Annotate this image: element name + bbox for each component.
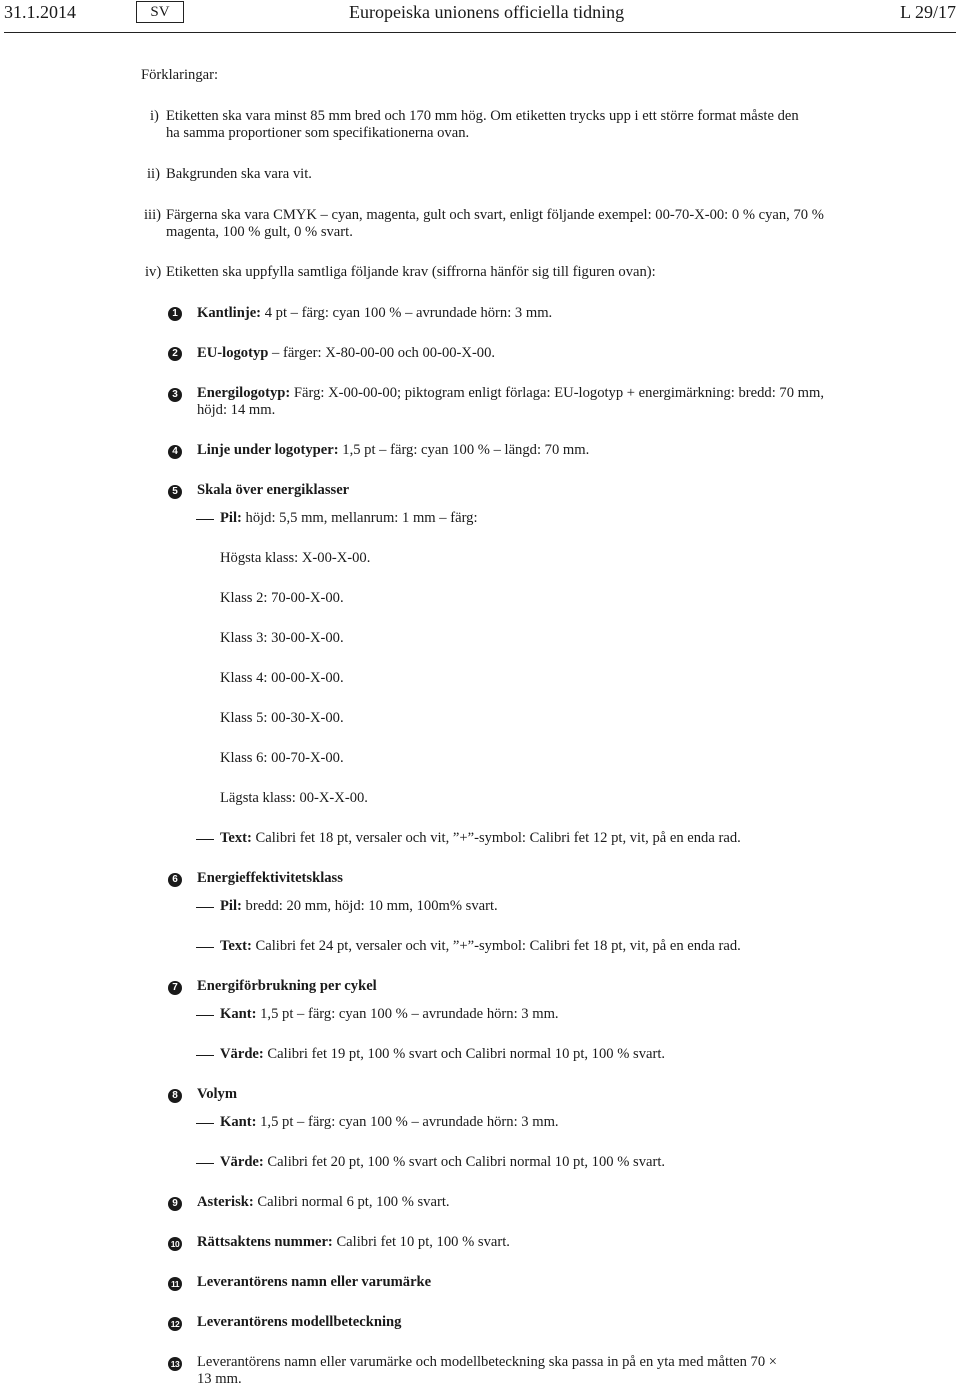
item-number-10: 10 [168,1237,182,1251]
item-12-label: Leverantörens modellbeteckning [197,1314,402,1330]
item-7-border [220,1006,559,1023]
journal-title: Europeiska unionens officiella tidning [349,2,625,22]
item-1 [197,305,552,322]
dash-marker [196,1015,214,1016]
class-3: Klass 3: 30-00-X-00. [220,630,344,646]
item-6-arrow-label: Pil: [220,898,242,914]
item-number-8: 8 [168,1089,182,1103]
item-2-text: – färger: X-80-00-00 och 00-00-X-00. [268,345,496,361]
item-5-arrow-text: höjd: 5,5 mm, mellanrum: 1 mm – färg: [241,510,478,526]
header-divider [4,32,956,33]
section-title: Förklaringar: [141,67,219,83]
dash-marker [196,839,214,840]
item-7-border-label: Kant: [220,1006,257,1022]
item-6-arrow [220,898,498,915]
dash-marker [196,1055,214,1056]
note-ii-text: Bakgrunden ska vara vit. [166,166,312,182]
item-7-heading [197,978,377,995]
page-reference: L 29/17 [900,2,956,22]
item-9 [197,1194,450,1211]
note-ii-marker: ii) [147,166,160,182]
item-11 [197,1274,431,1291]
item-6-textspec [220,938,741,955]
item-10-label: Rättsaktens nummer: [197,1234,333,1250]
item-number-11: 11 [168,1277,182,1291]
item-6-text-label: Text: [220,938,252,954]
language-badge: SV [136,1,184,23]
item-6-heading [197,870,343,887]
class-4: Klass 4: 00-00-X-00. [220,670,344,686]
item-6-label: Energieffektivitetsklass [197,870,343,886]
item-5-text-label: Text: [220,830,252,846]
dash-marker [196,947,214,948]
item-number-6: 6 [168,873,182,887]
note-i-line-2: ha samma proportioner som specifikationerna ovan. [166,125,470,141]
item-number-1: 1 [168,307,182,321]
item-number-12: 12 [168,1317,182,1331]
item-8-label: Volym [197,1086,238,1102]
item-5-label: Skala över energiklasser [197,482,350,498]
class-2: Klass 2: 70-00-X-00. [220,590,344,606]
item-number-4: 4 [168,445,182,459]
item-5-arrow [220,510,478,527]
item-4-label: Linje under logotyper: [197,442,339,458]
item-3 [197,385,824,402]
note-iii-line-2: magenta, 100 % gult, 0 % svart. [166,224,353,240]
note-iii-line-1: Färgerna ska vara CMYK – cyan, magenta, gult och svart, enligt följande exempel: 00-70-X-00: 0 % cyan, 70 % [166,207,824,223]
class-top: Högsta klass: X-00-X-00. [220,550,371,566]
item-10 [197,1234,510,1251]
item-number-3: 3 [168,388,182,402]
item-7-value [220,1046,665,1063]
item-2 [197,345,495,362]
item-6-arrow-text: bredd: 20 mm, höjd: 10 mm, 100m% svart. [241,898,498,914]
class-6: Klass 6: 00-70-X-00. [220,750,344,766]
item-number-5: 5 [168,485,182,499]
item-9-text: Calibri normal 6 pt, 100 % svart. [253,1194,450,1210]
item-8-heading [197,1086,237,1103]
item-6-text-spec: Calibri fet 24 pt, versaler och vit, ”+”-symbol: Calibri fet 18 pt, vit, på en enda rad. [251,938,741,954]
item-8-border [220,1114,559,1131]
note-iv-marker: iv) [145,264,162,280]
item-1-text: 4 pt – färg: cyan 100 % – avrundade hörn: 3 mm. [261,305,553,321]
item-9-label: Asterisk: [197,1194,254,1210]
dash-marker [196,1163,214,1164]
item-8-value-label: Värde: [220,1154,264,1170]
item-2-label: EU-logotyp [197,345,269,361]
page-header [0,0,960,32]
class-lowest: Lägsta klass: 00-X-X-00. [220,790,368,806]
item-8-value [220,1154,665,1171]
class-5: Klass 5: 00-30-X-00. [220,710,344,726]
dash-marker [196,907,214,908]
item-7-value-label: Värde: [220,1046,264,1062]
item-4-text: 1,5 pt – färg: cyan 100 % – längd: 70 mm. [338,442,590,458]
dash-marker [196,519,214,520]
item-13-line-2: 13 mm. [197,1371,242,1387]
item-number-13: 13 [168,1357,182,1371]
item-5-textspec [220,830,741,847]
item-11-label: Leverantörens namn eller varumärke [197,1274,432,1290]
item-7-label: Energiförbrukning per cykel [197,978,377,994]
item-7-value-text: Calibri fet 19 pt, 100 % svart och Calibri normal 10 pt, 100 % svart. [263,1046,666,1062]
note-iii-marker: iii) [144,207,162,223]
item-3-label: Energilogotyp: [197,385,291,401]
note-i-line-1: Etiketten ska vara minst 85 mm bred och 170 mm hög. Om etiketten trycks upp i ett större format måste den [166,108,799,124]
item-5-text-spec: Calibri fet 18 pt, versaler och vit, ”+”-symbol: Calibri fet 12 pt, vit, på en enda rad. [251,830,741,846]
item-8-border-text: 1,5 pt – färg: cyan 100 % – avrundade hörn: 3 mm. [256,1114,559,1130]
item-3-continued: höjd: 14 mm. [197,402,276,418]
note-i-marker: i) [150,108,159,124]
item-5-heading [197,482,349,499]
item-3-text: Färg: X-00-00-00; piktogram enligt förlaga: EU-logotyp + energimärkning: bredd: 70 mm, [290,385,825,401]
item-13-line-1: Leverantörens namn eller varumärke och modellbeteckning ska passa in på en yta med måtten 70 × [197,1354,778,1370]
item-1-label: Kantlinje: [197,305,262,321]
item-5-arrow-label: Pil: [220,510,242,526]
item-7-border-text: 1,5 pt – färg: cyan 100 % – avrundade hörn: 3 mm. [256,1006,559,1022]
item-10-text: Calibri fet 10 pt, 100 % svart. [332,1234,510,1250]
item-12 [197,1314,401,1331]
dash-marker [196,1123,214,1124]
item-8-border-label: Kant: [220,1114,257,1130]
note-iv-text: Etiketten ska uppfylla samtliga följande krav (siffrorna hänför sig till figuren ovan): [166,264,656,280]
item-number-7: 7 [168,981,182,995]
item-number-9: 9 [168,1197,182,1211]
item-number-2: 2 [168,347,182,361]
item-4 [197,442,589,459]
publication-date: 31.1.2014 [4,2,76,22]
item-8-value-text: Calibri fet 20 pt, 100 % svart och Calibri normal 10 pt, 100 % svart. [263,1154,666,1170]
